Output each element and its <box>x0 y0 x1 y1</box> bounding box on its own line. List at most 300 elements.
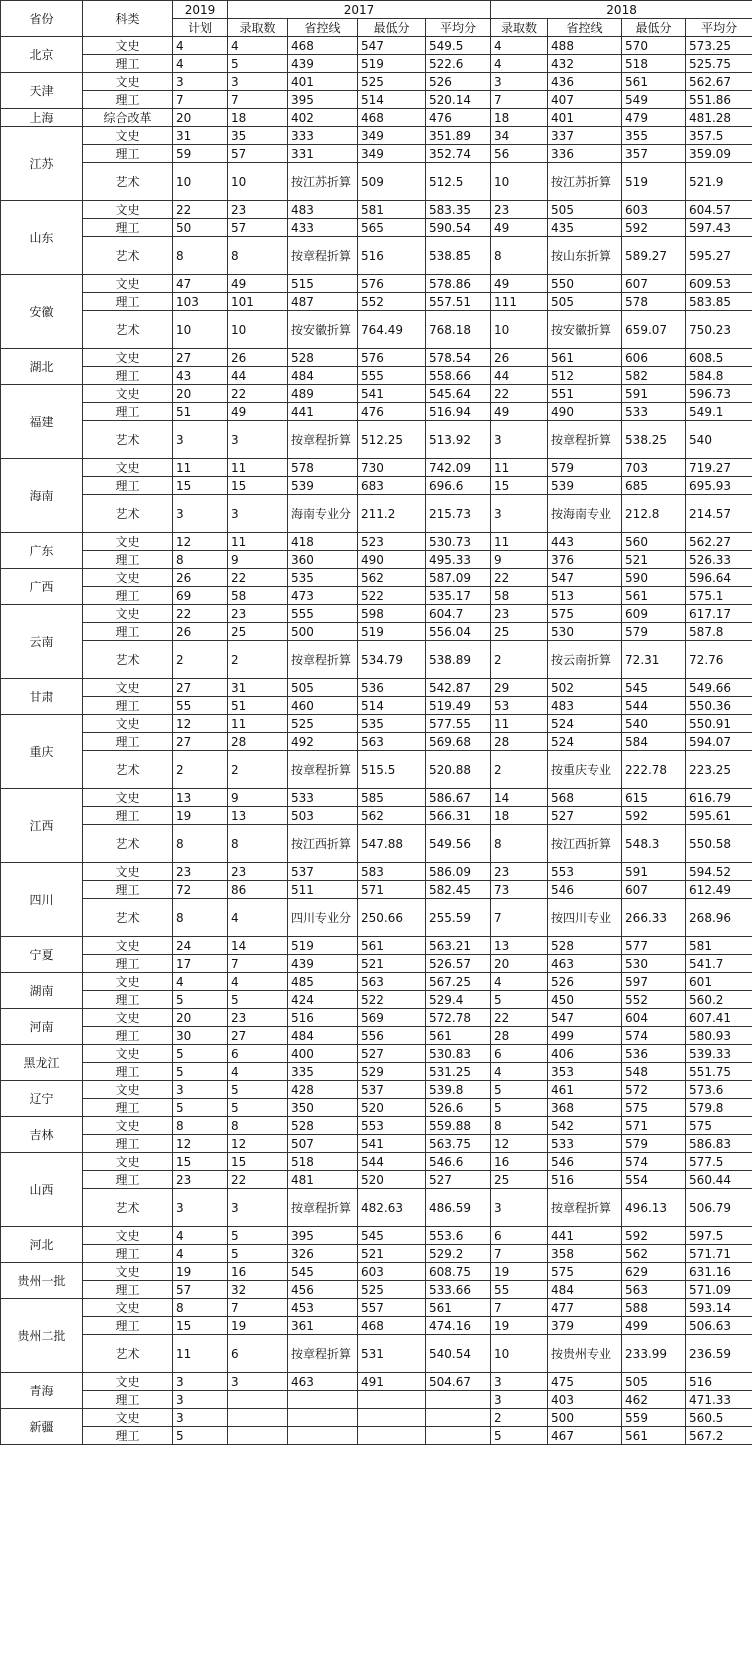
table-row <box>1 533 752 551</box>
avg-score-2017-cell: 559.88 <box>426 1117 491 1135</box>
control-line-2018-cell: 516 <box>548 1171 622 1189</box>
province-cell: 海南 <box>1 459 83 533</box>
admitted-2017-cell: 5 <box>228 1099 288 1117</box>
avg-score-2017-cell: 540.54 <box>426 1335 491 1373</box>
admitted-2017-cell: 2 <box>228 641 288 679</box>
admitted-2017-cell: 5 <box>228 55 288 73</box>
avg-score-2017-cell: 520.88 <box>426 751 491 789</box>
admitted-2017-cell <box>228 1391 288 1409</box>
table-body <box>1 37 752 1445</box>
province-cell: 广西 <box>1 569 83 605</box>
table-row <box>1 275 752 293</box>
category-cell: 理工 <box>83 367 173 385</box>
category-cell: 文史 <box>83 569 173 587</box>
control-line-2017-cell: 463 <box>288 1373 358 1391</box>
control-line-2018-cell: 524 <box>548 715 622 733</box>
control-line-2017-cell: 402 <box>288 109 358 127</box>
control-line-2017-cell: 487 <box>288 293 358 311</box>
min-score-2017-cell: 583 <box>358 863 426 881</box>
plan-cell: 8 <box>173 551 228 569</box>
control-line-2018-cell: 按章程折算 <box>548 421 622 459</box>
table-row <box>1 863 752 881</box>
admitted-2017-cell: 22 <box>228 1171 288 1189</box>
control-line-2017-cell: 483 <box>288 201 358 219</box>
plan-cell: 3 <box>173 1391 228 1409</box>
min-score-2017-cell: 576 <box>358 275 426 293</box>
min-score-2017-cell: 565 <box>358 219 426 237</box>
table-row <box>1 1009 752 1027</box>
control-line-2018-cell: 353 <box>548 1063 622 1081</box>
table-row <box>1 1391 752 1409</box>
admitted-2018-cell: 2 <box>491 751 548 789</box>
min-score-2018-cell: 589.27 <box>622 237 686 275</box>
control-line-2018-cell: 336 <box>548 145 622 163</box>
admitted-2017-cell: 12 <box>228 1135 288 1153</box>
control-line-2017-cell: 511 <box>288 881 358 899</box>
min-score-2018-cell: 606 <box>622 349 686 367</box>
min-score-2018-cell: 592 <box>622 807 686 825</box>
category-cell: 理工 <box>83 1099 173 1117</box>
avg-score-2017-cell: 533.66 <box>426 1281 491 1299</box>
min-score-2018-cell: 519 <box>622 163 686 201</box>
avg-score-2018-cell: 214.57 <box>686 495 752 533</box>
min-score-2017-cell: 525 <box>358 1281 426 1299</box>
category-cell: 理工 <box>83 623 173 641</box>
admitted-2017-cell: 11 <box>228 533 288 551</box>
table-row <box>1 937 752 955</box>
category-cell: 文史 <box>83 1299 173 1317</box>
province-cell: 江苏 <box>1 127 83 201</box>
plan-cell: 11 <box>173 459 228 477</box>
admitted-2018-cell: 15 <box>491 477 548 495</box>
control-line-2018-cell: 524 <box>548 733 622 751</box>
table-row <box>1 1409 752 1427</box>
min-score-2018-cell: 530 <box>622 955 686 973</box>
admitted-2017-cell: 23 <box>228 201 288 219</box>
avg-score-2018-cell: 577.5 <box>686 1153 752 1171</box>
admitted-2018-cell: 20 <box>491 955 548 973</box>
control-line-2018-cell: 443 <box>548 533 622 551</box>
control-line-2017-cell: 326 <box>288 1245 358 1263</box>
category-cell: 理工 <box>83 1317 173 1335</box>
min-score-2017-cell: 585 <box>358 789 426 807</box>
category-cell: 理工 <box>83 55 173 73</box>
province-cell: 甘肃 <box>1 679 83 715</box>
admitted-2017-cell: 4 <box>228 973 288 991</box>
plan-cell: 24 <box>173 937 228 955</box>
avg-score-2017-cell: 255.59 <box>426 899 491 937</box>
control-line-2018-cell: 547 <box>548 569 622 587</box>
admitted-2018-cell: 56 <box>491 145 548 163</box>
admitted-2018-cell: 4 <box>491 37 548 55</box>
avg-score-2018-cell: 586.83 <box>686 1135 752 1153</box>
category-cell: 艺术 <box>83 825 173 863</box>
avg-score-2018-cell: 575.1 <box>686 587 752 605</box>
category-cell: 理工 <box>83 1245 173 1263</box>
plan-cell: 22 <box>173 201 228 219</box>
header-admitted-2018: 录取数 <box>491 19 548 37</box>
table-row <box>1 881 752 899</box>
control-line-2018-cell: 551 <box>548 385 622 403</box>
control-line-2017-cell <box>288 1427 358 1445</box>
avg-score-2018-cell: 525.75 <box>686 55 752 73</box>
admitted-2018-cell: 49 <box>491 275 548 293</box>
plan-cell: 15 <box>173 477 228 495</box>
admitted-2017-cell: 18 <box>228 109 288 127</box>
control-line-2018-cell: 546 <box>548 881 622 899</box>
table-row <box>1 1317 752 1335</box>
min-score-2018-cell: 592 <box>622 1227 686 1245</box>
control-line-2017-cell: 460 <box>288 697 358 715</box>
admitted-2018-cell: 25 <box>491 623 548 641</box>
control-line-2018-cell: 379 <box>548 1317 622 1335</box>
control-line-2018-cell: 435 <box>548 219 622 237</box>
avg-score-2017-cell: 586.09 <box>426 863 491 881</box>
avg-score-2017-cell: 583.35 <box>426 201 491 219</box>
control-line-2017-cell: 535 <box>288 569 358 587</box>
control-line-2017-cell: 533 <box>288 789 358 807</box>
category-cell: 理工 <box>83 733 173 751</box>
admitted-2017-cell: 10 <box>228 311 288 349</box>
avg-score-2018-cell: 481.28 <box>686 109 752 127</box>
avg-score-2017-cell: 557.51 <box>426 293 491 311</box>
avg-score-2017-cell: 520.14 <box>426 91 491 109</box>
min-score-2018-cell: 571 <box>622 1117 686 1135</box>
avg-score-2017-cell: 558.66 <box>426 367 491 385</box>
avg-score-2017-cell: 538.89 <box>426 641 491 679</box>
admitted-2017-cell: 7 <box>228 91 288 109</box>
avg-score-2017-cell <box>426 1427 491 1445</box>
avg-score-2018-cell: 539.33 <box>686 1045 752 1063</box>
control-line-2018-cell: 401 <box>548 109 622 127</box>
table-row <box>1 91 752 109</box>
table-row <box>1 477 752 495</box>
min-score-2017-cell: 562 <box>358 807 426 825</box>
avg-score-2018-cell: 550.58 <box>686 825 752 863</box>
table-row <box>1 1045 752 1063</box>
category-cell: 文史 <box>83 275 173 293</box>
min-score-2017-cell: 525 <box>358 73 426 91</box>
min-score-2017-cell: 553 <box>358 1117 426 1135</box>
avg-score-2017-cell: 578.54 <box>426 349 491 367</box>
plan-cell: 13 <box>173 789 228 807</box>
plan-cell: 27 <box>173 733 228 751</box>
category-cell: 艺术 <box>83 899 173 937</box>
admitted-2018-cell: 55 <box>491 1281 548 1299</box>
control-line-2017-cell: 418 <box>288 533 358 551</box>
admitted-2018-cell: 23 <box>491 605 548 623</box>
admitted-2017-cell: 11 <box>228 459 288 477</box>
admitted-2018-cell: 58 <box>491 587 548 605</box>
admitted-2017-cell: 44 <box>228 367 288 385</box>
avg-score-2017-cell: 513.92 <box>426 421 491 459</box>
table-row <box>1 201 752 219</box>
min-score-2018-cell: 538.25 <box>622 421 686 459</box>
table-row <box>1 237 752 275</box>
table-row <box>1 163 752 201</box>
min-score-2018-cell: 685 <box>622 477 686 495</box>
control-line-2017-cell: 439 <box>288 955 358 973</box>
control-line-2018-cell: 441 <box>548 1227 622 1245</box>
plan-cell: 3 <box>173 421 228 459</box>
plan-cell: 5 <box>173 1045 228 1063</box>
avg-score-2017-cell: 474.16 <box>426 1317 491 1335</box>
avg-score-2018-cell: 551.75 <box>686 1063 752 1081</box>
min-score-2018-cell: 554 <box>622 1171 686 1189</box>
control-line-2017-cell: 333 <box>288 127 358 145</box>
category-cell: 理工 <box>83 1427 173 1445</box>
admitted-2017-cell: 57 <box>228 219 288 237</box>
min-score-2018-cell: 212.8 <box>622 495 686 533</box>
min-score-2017-cell: 569 <box>358 1009 426 1027</box>
admitted-2017-cell: 9 <box>228 551 288 569</box>
plan-cell: 57 <box>173 1281 228 1299</box>
min-score-2018-cell: 579 <box>622 623 686 641</box>
control-line-2018-cell: 477 <box>548 1299 622 1317</box>
category-cell: 理工 <box>83 881 173 899</box>
plan-cell: 26 <box>173 569 228 587</box>
table-row <box>1 551 752 569</box>
min-score-2018-cell: 574 <box>622 1153 686 1171</box>
control-line-2018-cell: 526 <box>548 973 622 991</box>
avg-score-2018-cell: 581 <box>686 937 752 955</box>
avg-score-2018-cell: 597.5 <box>686 1227 752 1245</box>
admitted-2017-cell: 31 <box>228 679 288 697</box>
admitted-2017-cell: 32 <box>228 1281 288 1299</box>
avg-score-2018-cell: 571.71 <box>686 1245 752 1263</box>
avg-score-2017-cell: 587.09 <box>426 569 491 587</box>
min-score-2017-cell: 581 <box>358 201 426 219</box>
plan-cell: 8 <box>173 237 228 275</box>
min-score-2018-cell: 575 <box>622 1099 686 1117</box>
avg-score-2017-cell: 563.21 <box>426 937 491 955</box>
plan-cell: 7 <box>173 91 228 109</box>
avg-score-2018-cell: 593.14 <box>686 1299 752 1317</box>
avg-score-2018-cell: 567.2 <box>686 1427 752 1445</box>
admitted-2018-cell: 49 <box>491 403 548 421</box>
avg-score-2017-cell: 530.83 <box>426 1045 491 1063</box>
control-line-2017-cell: 360 <box>288 551 358 569</box>
min-score-2017-cell: 521 <box>358 1245 426 1263</box>
avg-score-2018-cell: 540 <box>686 421 752 459</box>
admitted-2018-cell: 53 <box>491 697 548 715</box>
category-cell: 文史 <box>83 385 173 403</box>
admitted-2017-cell: 101 <box>228 293 288 311</box>
plan-cell: 4 <box>173 973 228 991</box>
admitted-2017-cell: 19 <box>228 1317 288 1335</box>
admitted-2017-cell: 27 <box>228 1027 288 1045</box>
admitted-2017-cell: 35 <box>228 127 288 145</box>
admitted-2018-cell: 10 <box>491 1335 548 1373</box>
table-row <box>1 127 752 145</box>
province-cell: 上海 <box>1 109 83 127</box>
control-line-2018-cell: 按云南折算 <box>548 641 622 679</box>
category-cell: 文史 <box>83 679 173 697</box>
control-line-2017-cell: 401 <box>288 73 358 91</box>
control-line-2017-cell: 507 <box>288 1135 358 1153</box>
min-score-2017-cell: 571 <box>358 881 426 899</box>
admitted-2017-cell: 49 <box>228 403 288 421</box>
min-score-2017-cell: 556 <box>358 1027 426 1045</box>
control-line-2018-cell: 按贵州专业 <box>548 1335 622 1373</box>
admitted-2017-cell: 3 <box>228 1189 288 1227</box>
category-cell: 理工 <box>83 1281 173 1299</box>
plan-cell: 4 <box>173 1227 228 1245</box>
admitted-2018-cell: 7 <box>491 1245 548 1263</box>
category-cell: 理工 <box>83 1063 173 1081</box>
header-plan-year: 2019 <box>173 1 228 19</box>
avg-score-2017-cell: 476 <box>426 109 491 127</box>
min-score-2018-cell: 562 <box>622 1245 686 1263</box>
table-row <box>1 1171 752 1189</box>
avg-score-2018-cell: 236.59 <box>686 1335 752 1373</box>
min-score-2017-cell: 512.25 <box>358 421 426 459</box>
avg-score-2017-cell: 563.75 <box>426 1135 491 1153</box>
admitted-2017-cell <box>228 1427 288 1445</box>
table-row <box>1 37 752 55</box>
min-score-2017-cell: 349 <box>358 127 426 145</box>
min-score-2018-cell: 597 <box>622 973 686 991</box>
table-row <box>1 973 752 991</box>
admitted-2017-cell: 16 <box>228 1263 288 1281</box>
control-line-2017-cell: 485 <box>288 973 358 991</box>
admitted-2018-cell: 3 <box>491 421 548 459</box>
admitted-2017-cell: 8 <box>228 1117 288 1135</box>
control-line-2018-cell: 467 <box>548 1427 622 1445</box>
admitted-2018-cell: 8 <box>491 1117 548 1135</box>
table-row <box>1 733 752 751</box>
control-line-2017-cell: 441 <box>288 403 358 421</box>
min-score-2017-cell: 476 <box>358 403 426 421</box>
category-cell: 艺术 <box>83 311 173 349</box>
avg-score-2018-cell: 608.5 <box>686 349 752 367</box>
header-year-2018: 2018 <box>491 1 752 19</box>
control-line-2017-cell: 433 <box>288 219 358 237</box>
plan-cell: 5 <box>173 991 228 1009</box>
control-line-2017-cell: 484 <box>288 367 358 385</box>
admitted-2018-cell: 11 <box>491 459 548 477</box>
province-cell: 吉林 <box>1 1117 83 1153</box>
control-line-2018-cell: 561 <box>548 349 622 367</box>
min-score-2017-cell <box>358 1427 426 1445</box>
admitted-2017-cell: 86 <box>228 881 288 899</box>
admitted-2018-cell: 5 <box>491 1427 548 1445</box>
category-cell: 文史 <box>83 1373 173 1391</box>
avg-score-2018-cell: 471.33 <box>686 1391 752 1409</box>
admitted-2017-cell: 5 <box>228 1227 288 1245</box>
category-cell: 艺术 <box>83 751 173 789</box>
admitted-2017-cell <box>228 1409 288 1427</box>
avg-score-2017-cell: 495.33 <box>426 551 491 569</box>
control-line-2017-cell: 528 <box>288 1117 358 1135</box>
avg-score-2018-cell: 604.57 <box>686 201 752 219</box>
province-cell: 新疆 <box>1 1409 83 1445</box>
province-cell: 青海 <box>1 1373 83 1409</box>
min-score-2018-cell: 462 <box>622 1391 686 1409</box>
admitted-2018-cell: 3 <box>491 1391 548 1409</box>
min-score-2017-cell: 520 <box>358 1171 426 1189</box>
control-line-2018-cell: 499 <box>548 1027 622 1045</box>
control-line-2018-cell: 502 <box>548 679 622 697</box>
admitted-2018-cell: 18 <box>491 109 548 127</box>
min-score-2017-cell: 527 <box>358 1045 426 1063</box>
avg-score-2018-cell: 617.17 <box>686 605 752 623</box>
control-line-2017-cell: 537 <box>288 863 358 881</box>
control-line-2018-cell: 488 <box>548 37 622 55</box>
category-cell: 文史 <box>83 73 173 91</box>
admitted-2018-cell: 19 <box>491 1263 548 1281</box>
min-score-2017-cell: 598 <box>358 605 426 623</box>
control-line-2017-cell: 按章程折算 <box>288 641 358 679</box>
min-score-2018-cell: 659.07 <box>622 311 686 349</box>
plan-cell: 2 <box>173 641 228 679</box>
header-min-score-2017: 最低分 <box>358 19 426 37</box>
min-score-2018-cell: 609 <box>622 605 686 623</box>
category-cell: 文史 <box>83 1153 173 1171</box>
avg-score-2017-cell: 566.31 <box>426 807 491 825</box>
category-cell: 理工 <box>83 807 173 825</box>
avg-score-2017-cell: 527 <box>426 1171 491 1189</box>
admitted-2017-cell: 49 <box>228 275 288 293</box>
min-score-2018-cell: 588 <box>622 1299 686 1317</box>
min-score-2017-cell: 534.79 <box>358 641 426 679</box>
control-line-2017-cell: 361 <box>288 1317 358 1335</box>
admitted-2017-cell: 8 <box>228 825 288 863</box>
avg-score-2018-cell: 594.07 <box>686 733 752 751</box>
avg-score-2018-cell: 631.16 <box>686 1263 752 1281</box>
plan-cell: 3 <box>173 1081 228 1099</box>
table-row <box>1 293 752 311</box>
plan-cell: 15 <box>173 1317 228 1335</box>
control-line-2018-cell: 337 <box>548 127 622 145</box>
category-cell: 文史 <box>83 937 173 955</box>
control-line-2018-cell: 436 <box>548 73 622 91</box>
category-cell: 综合改革 <box>83 109 173 127</box>
min-score-2018-cell: 577 <box>622 937 686 955</box>
control-line-2018-cell: 542 <box>548 1117 622 1135</box>
min-score-2017-cell <box>358 1409 426 1427</box>
min-score-2017-cell <box>358 1391 426 1409</box>
category-cell: 理工 <box>83 991 173 1009</box>
province-cell: 江西 <box>1 789 83 863</box>
admitted-2017-cell: 8 <box>228 237 288 275</box>
province-cell: 北京 <box>1 37 83 73</box>
table-row <box>1 1063 752 1081</box>
table-row <box>1 587 752 605</box>
avg-score-2018-cell: 506.63 <box>686 1317 752 1335</box>
control-line-2018-cell: 475 <box>548 1373 622 1391</box>
admitted-2017-cell: 3 <box>228 421 288 459</box>
category-cell: 文史 <box>83 605 173 623</box>
category-cell: 艺术 <box>83 641 173 679</box>
min-score-2018-cell: 561 <box>622 587 686 605</box>
avg-score-2017-cell: 696.6 <box>426 477 491 495</box>
admitted-2018-cell: 5 <box>491 1081 548 1099</box>
min-score-2017-cell: 523 <box>358 533 426 551</box>
control-line-2017-cell: 515 <box>288 275 358 293</box>
province-cell: 宁夏 <box>1 937 83 973</box>
plan-cell: 47 <box>173 275 228 293</box>
table-row <box>1 569 752 587</box>
avg-score-2017-cell: 545.64 <box>426 385 491 403</box>
category-cell: 文史 <box>83 973 173 991</box>
table-row <box>1 715 752 733</box>
control-line-2017-cell: 350 <box>288 1099 358 1117</box>
min-score-2017-cell: 764.49 <box>358 311 426 349</box>
table-row <box>1 789 752 807</box>
avg-score-2017-cell: 526 <box>426 73 491 91</box>
table-row <box>1 623 752 641</box>
